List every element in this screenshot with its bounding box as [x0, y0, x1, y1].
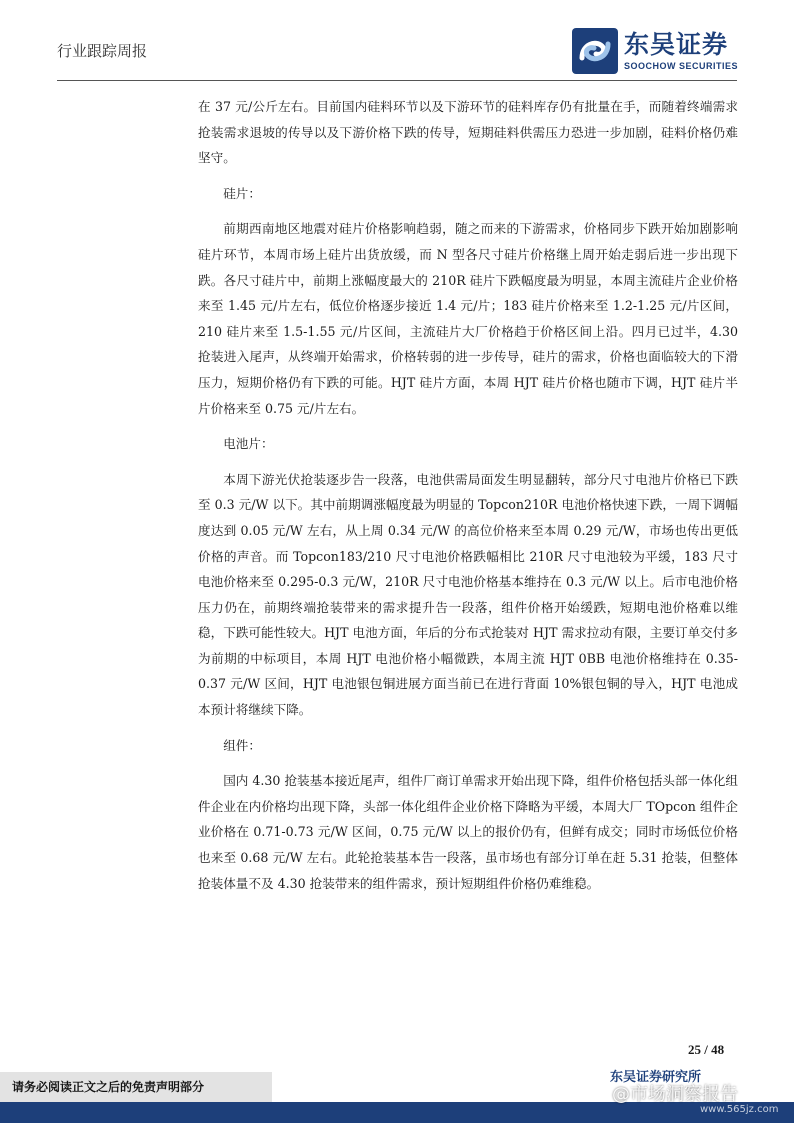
section-paragraph-wafer: 前期西南地区地震对硅片价格影响趋弱，随之而来的下游需求，价格同步下跌开始加剧影响硅片环节，本周市场上硅片出货放缓，而 N 型各尺寸硅片价格继上周开始走弱后进一步出现下跌。各尺寸硅片中，前期上涨幅度最大的 210R 硅片下跌幅度最为明显，本周主流硅片企业价格来至 1.45 元/片左右，低位价格逐步接近 1.4 元/片；183 硅片价格来至 1.2-1.25 元/片区间，210 硅片来至 1.5-1.55 元/片区间，主流硅片大厂价格趋于价格区间上沿。四月已过半，4.30 抢装进入尾声，从终端开始需求，价格转弱的进一步传导，硅片的需求，价格也面临较大的下滑压力，短期价格仍有下跌的可能。HJT 硅片方面，本周 HJT 硅片价格也随市下调，HJT 硅片半片价格来至 0.75 元/片左右。	[198, 221, 738, 416]
watermark-text: @市场洞察报告	[612, 1084, 738, 1105]
intro-paragraph: 在 37 元/公斤左右。目前国内硅料环节以及下游环节的硅料库存仍有批量在手，而随着终端需求抢装需求退坡的传导以及下游价格下跌的传导，短期硅料供需压力恐进一步加剧，硅料价格仍难坚守。	[198, 99, 738, 166]
brand-logo	[572, 28, 738, 74]
section-paragraph-cell: 本周下游光伏抢装逐步告一段落，电池供需局面发生明显翻转，部分尺寸电池片价格已下跌至 0.3 元/W 以下。其中前期调涨幅度最为明显的 Topcon210R 电池价格快速下跌，一周下调幅度达到 0.05 元/W 左右，从上周 0.34 元/W 的高位价格来至本周 0.29 元/W，市场也传出更低价格的声音。而 Topcon183/210 尺寸电池价格跌幅相比 210R 尺寸电池较为平缓，183 尺寸电池价格来至 0.295-0.3 元/W，210R 尺寸电池价格基本维持在 0.3 元/W 以上。后市电池价格压力仍在，前期终端抢装带来的需求提升告一段落，组件价格开始缓跌，短期电池价格难以维稳，下跌可能性较大。HJT 电池方面，年后的分布式抢装对 HJT 需求拉动有限，主要订单交付多为前期的中标项目，本周 HJT 电池价格小幅微跌，本周主流 HJT 0BB 电池价格维持在 0.35-0.37 元/W 区间，HJT 电池银包铜进展方面当前已在进行背面 10%银包铜的导入，HJT 电池成本预计将继续下降。	[198, 471, 738, 718]
section-paragraph-module: 国内 4.30 抢装基本接近尾声，组件厂商订单需求开始出现下降，组件价格包括头部一体化组件企业在内价格均出现下降，头部一体化组件企业价格下降略为平缓，本周大厂 TOpcon 组件企业价格在 0.71-0.73 元/W 区间，0.75 元/W 以上的报价仍有，但鲜有成交；同时市场低位价格也来至 0.68 元/W 左右。此轮抢装基本告一段落，虽市场也有部分订单在赶 5.31 抢装，但整体抢装体量不及 4.30 抢装带来的组件需求，预计短期组件价格仍难维稳。	[198, 773, 738, 891]
section-heading-module: 组件：	[223, 737, 261, 753]
page-number: 25 / 48	[688, 1042, 725, 1057]
watermark-url: www.565jz.com	[700, 1104, 779, 1115]
report-body	[198, 94, 738, 904]
soochow-logo-icon	[572, 28, 618, 74]
institute-name: 东吴证券研究所	[610, 1070, 702, 1085]
report-type-title: 行业跟踪周报	[57, 42, 148, 60]
brand-name-cn: 东吴证券	[624, 30, 729, 59]
header-divider	[57, 80, 737, 81]
section-heading-cell: 电池片：	[223, 436, 274, 452]
brand-name-en: SOOCHOW SECURITIES	[624, 61, 739, 71]
disclaimer-notice[interactable]: 请务必阅读正文之后的免责声明部分	[0, 1072, 272, 1102]
section-heading-wafer: 硅片：	[223, 185, 261, 201]
